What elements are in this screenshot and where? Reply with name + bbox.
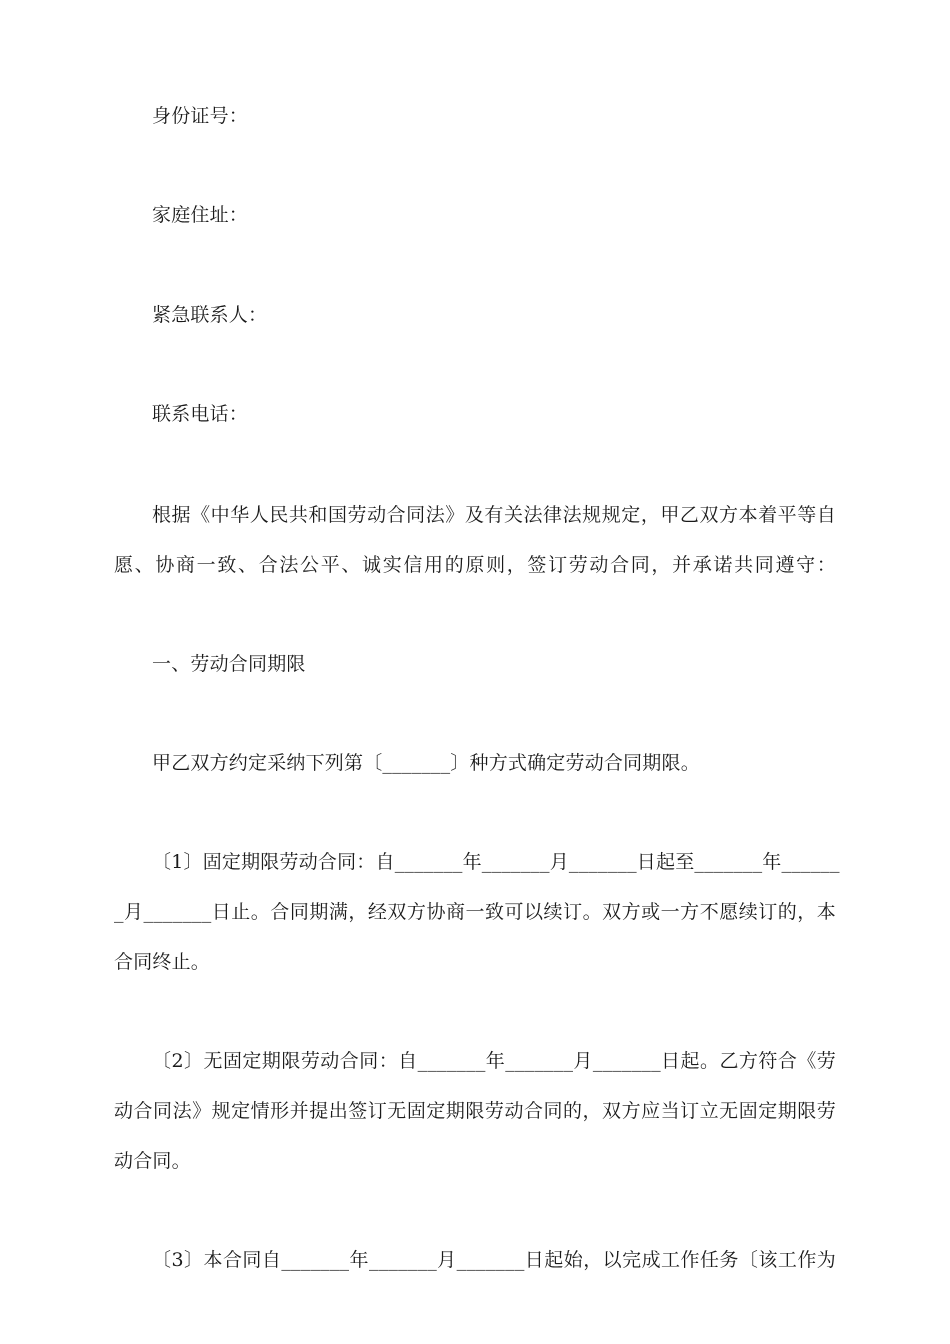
emergency-contact-label: 紧急联系人： bbox=[152, 304, 268, 326]
id-number-label: 身份证号： bbox=[152, 105, 249, 127]
option-2-line-2: 动合同法》规定情形并提出签订无固定期限劳动合同的，双方应当订立无固定期限劳 bbox=[114, 1100, 836, 1122]
option-3-line-1: 〔3〕本合同自_______年_______月_______日起始，以完成工作任务〔该工作为 bbox=[152, 1249, 836, 1271]
option-1-line-3: 合同终止。 bbox=[114, 951, 211, 973]
home-address-label: 家庭住址： bbox=[152, 204, 249, 226]
option-1-line-2: _月_______日止。合同期满，经双方协商一致可以续订。双方或一方不愿续订的，本 bbox=[114, 901, 836, 923]
option-2-line-1: 〔2〕无固定期限劳动合同：自_______年_______月_______日起。乙方符合《劳 bbox=[152, 1050, 836, 1072]
section-heading-contract-term: 一、劳动合同期限 bbox=[152, 653, 306, 675]
option-1-line-1: 〔1〕固定期限劳动合同：自_______年_______月_______日起至_______年______ bbox=[152, 851, 840, 873]
term-choice-paragraph: 甲乙双方约定采纳下列第〔_______〕种方式确定劳动合同期限。 bbox=[152, 752, 700, 774]
intro-paragraph-line-1: 根据《中华人民共和国劳动合同法》及有关法律法规规定，甲乙双方本着平等自 bbox=[152, 504, 836, 526]
option-2-line-3: 动合同。 bbox=[114, 1150, 191, 1172]
intro-paragraph-line-2: 愿、协商一致、合法公平、诚实信用的原则，签订劳动合同，并承诺共同遵守： bbox=[114, 554, 836, 576]
contact-phone-label: 联系电话： bbox=[152, 403, 249, 425]
